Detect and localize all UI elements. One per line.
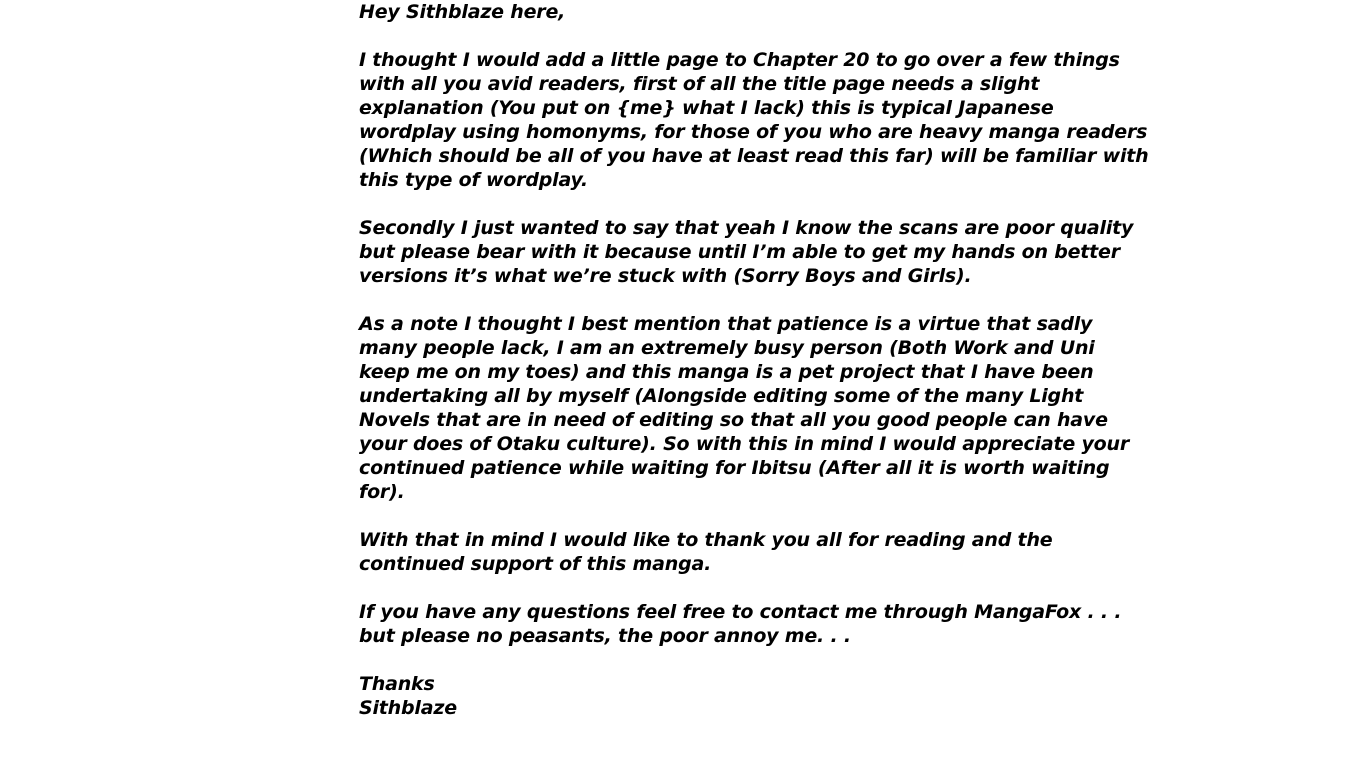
paragraph-contact: If you have any questions feel free to contact me through MangaFox . . . but please no peasants, the poor annoy me. . . [359, 601, 1122, 647]
signature: Sithblaze [359, 697, 457, 719]
closing: Thanks [359, 673, 435, 695]
paragraph-thanks: With that in mind I would like to thank you all for reading and the continued support of this manga. [359, 529, 1053, 575]
paragraph-scan-quality: Secondly I just wanted to say that yeah I know the scans are poor quality but please bear with it because until I’m able to get my hands on better versions it’s what we’re stuck with (Sorry Boys and Girls). [359, 217, 1134, 287]
letter-body [359, 0, 1159, 720]
paragraph-patience: As a note I thought I best mention that patience is a virtue that sadly many people lack, I am an extremely busy person (Both Work and Uni keep me on my toes) and this manga is a pet project that I have been undertaking all by myself (Alongside editing some of the many Light Novels that are in need of editing so that all you good people can have your does of Otaku culture). So with this in mind I would appreciate your continued patience while waiting for Ibitsu (After all it is worth waiting for). [359, 313, 1129, 503]
greeting: Hey Sithblaze here, [359, 1, 566, 23]
paragraph-title-page: I thought I would add a little page to Chapter 20 to go over a few things with all you avid readers, first of all the title page needs a slight explanation (You put on {me} what I lack) this is typical Japanese wordplay using homonyms, for those of you who are heavy manga readers (Which should be all of you have at least read this far) will be familiar with this type of wordplay. [359, 49, 1149, 191]
